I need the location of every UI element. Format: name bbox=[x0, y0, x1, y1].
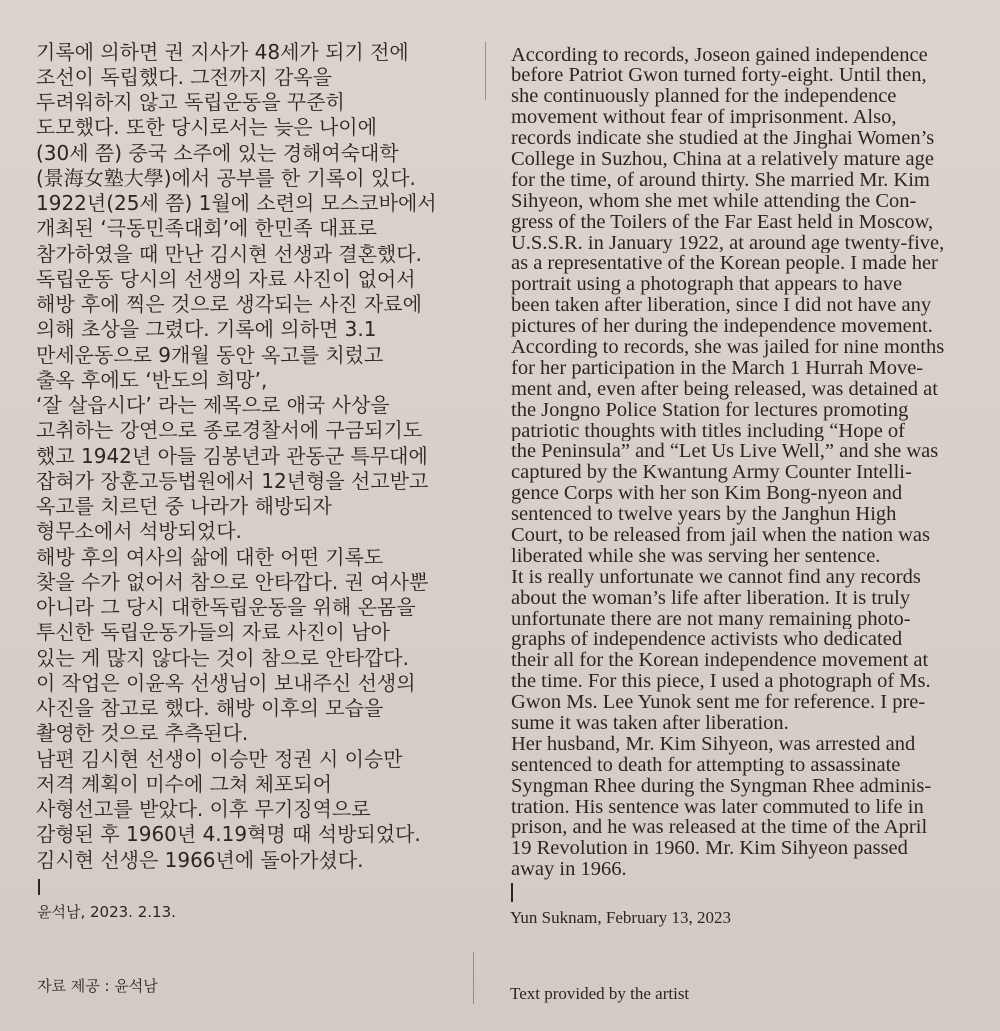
korean-text-line: 조선이 독립했다. 그전까지 감옥을 bbox=[36, 64, 332, 89]
column-divider-top bbox=[485, 42, 486, 100]
english-text-line: gress of the Toilers of the Far East held in Moscow, bbox=[511, 211, 934, 233]
english-text-line: liberated while she was serving her sentence. bbox=[511, 545, 881, 567]
english-text-line: the Jongno Police Station for lectures promoting bbox=[511, 399, 909, 421]
korean-text-line: 잡혀가 장훈고등법원에서 12년형을 선고받고 bbox=[36, 468, 429, 493]
english-text-line: pictures of her during the independence movement. bbox=[511, 316, 933, 337]
english-text-line: sume it was taken after liberation. bbox=[511, 713, 789, 734]
korean-text-line: 도모했다. 또한 당시로서는 늦은 나이에 bbox=[36, 115, 377, 140]
english-text-line: been taken after liberation, since I did not have any bbox=[511, 295, 932, 317]
english-text-line: sentenced to death for attempting to assassinate bbox=[511, 754, 901, 776]
english-text-line: about the woman’s life after liberation. It is truly bbox=[511, 587, 911, 609]
korean-text-line: 개최된 ‘극동민족대회’에 한민족 대표로 bbox=[36, 216, 377, 241]
korean-text-line: 기록에 의하면 권 지사가 48세가 되기 전에 bbox=[36, 39, 409, 64]
korean-text-column bbox=[36, 40, 476, 873]
english-text-line: the time. For this piece, I used a photograph of Ms. bbox=[511, 671, 931, 693]
english-text-line: gence Corps with her son Kim Bong-nyeon and bbox=[511, 483, 903, 505]
english-text-line: records indicate she studied at the Jinghai Women’s bbox=[511, 128, 935, 149]
english-text-line: movement without fear of imprisonment. Also, bbox=[511, 107, 897, 129]
korean-text-line: 감형된 후 1960년 4.19혁명 때 석방되었다. bbox=[36, 822, 421, 847]
korean-text-line: 만세운동으로 9개월 동안 옥고를 치렀고 bbox=[36, 342, 384, 367]
korean-text-line: 고취하는 강연으로 종로경찰서에 구금되기도 bbox=[36, 418, 423, 443]
english-text-line: as a representative of the Korean people. I made her bbox=[511, 253, 938, 275]
english-text-line: captured by the Kwantung Army Counter Intelli- bbox=[511, 462, 912, 484]
english-credit: Text provided by the artist bbox=[510, 984, 690, 1003]
korean-text-line: (30세 쯤) 중국 소주에 있는 경해여숙대학 bbox=[36, 140, 399, 165]
english-text-line: Court, to be released from jail when the nation was bbox=[511, 524, 930, 546]
english-text-line: for her participation in the March 1 Hurrah Move- bbox=[511, 357, 924, 379]
korean-text-line: 해방 후의 여사의 삶에 대한 어떤 기록도 bbox=[36, 544, 384, 569]
english-text-line: Sihyeon, whom she met while attending the Con- bbox=[511, 190, 917, 212]
korean-text-line: 의해 초상을 그렸다. 기록에 의하면 3.1 bbox=[36, 317, 377, 342]
english-text-line: graphs of independence activists who dedicated bbox=[511, 629, 903, 651]
english-text-line: According to records, Joseon gained independence bbox=[511, 44, 928, 66]
english-text-line: their all for the Korean independence movement at bbox=[511, 650, 929, 672]
english-signature-mark bbox=[511, 883, 513, 902]
korean-signature: 윤석남, 2023. 2.13. bbox=[37, 903, 176, 921]
english-text-line: ment and, even after being released, was detained at bbox=[511, 378, 938, 400]
korean-text-line: 찾을 수가 없어서 참으로 안타깝다. 권 여사뿐 bbox=[36, 569, 429, 594]
english-text-line: tration. His sentence was later commuted to life in bbox=[511, 796, 924, 818]
korean-text-line: 이 작업은 이윤옥 선생님이 보내주신 선생의 bbox=[36, 670, 416, 695]
korean-signature-mark bbox=[38, 879, 40, 895]
korean-text-line: 촬영한 것으로 추측된다. bbox=[36, 721, 249, 746]
korean-text-line: (景海女塾大學)에서 공부를 한 기록이 있다. bbox=[36, 165, 416, 190]
english-text-line: Her husband, Mr. Kim Sihyeon, was arrested and bbox=[511, 733, 916, 755]
korean-text-line: 남편 김시현 선생이 이승만 정권 시 이승만 bbox=[36, 746, 403, 771]
korean-text-line: 해방 후에 찍은 것으로 생각되는 사진 자료에 bbox=[36, 292, 422, 316]
english-text-line: 19 Revolution in 1960. Mr. Kim Sihyeon passed bbox=[511, 838, 908, 860]
korean-text-line: 사형선고를 받았다. 이후 무기징역으로 bbox=[36, 797, 371, 821]
english-text-line: she continuously planned for the independence bbox=[511, 86, 897, 108]
english-text-line: According to records, she was jailed for nine months bbox=[511, 336, 945, 358]
korean-text-line: 김시현 선생은 1966년에 돌아가셨다. bbox=[36, 847, 364, 872]
english-text-line: for the time, of around thirty. She married Mr. Kim bbox=[511, 169, 930, 191]
korean-credit: 자료 제공 : 윤석남 bbox=[37, 977, 158, 995]
english-text-line: before Patriot Gwon turned forty-eight. Until then, bbox=[511, 65, 927, 87]
korean-text-line: 옥고를 치르던 중 나라가 해방되자 bbox=[36, 494, 332, 518]
korean-text-line: 아니라 그 당시 대한독립운동을 위해 온몸을 bbox=[36, 595, 416, 619]
english-text-line: Syngman Rhee during the Syngman Rhee adminis- bbox=[511, 775, 932, 797]
korean-text-line: 두려워하지 않고 독립운동을 꾸준히 bbox=[36, 90, 345, 114]
english-text-line: unfortunate there are not many remaining photo- bbox=[511, 608, 911, 630]
korean-text-line: ‘잘 살읍시다’ 라는 제목으로 애국 사상을 bbox=[36, 393, 390, 417]
english-text-line: patriotic thoughts with titles including “Hope of bbox=[511, 420, 905, 442]
column-divider-bottom bbox=[473, 952, 474, 1004]
korean-text-line: 참가하였을 때 만난 김시현 선생과 결혼했다. bbox=[36, 241, 422, 266]
english-text-line: U.S.S.R. in January 1922, at around age twenty-five, bbox=[511, 232, 945, 254]
english-text-line: College in Suzhou, China at a relatively mature age bbox=[511, 148, 934, 170]
english-text-line: the Peninsula” and “Let Us Live Well,” and she was bbox=[511, 441, 939, 463]
korean-text-line: 출옥 후에도 ‘반도의 희망’, bbox=[36, 367, 268, 392]
korean-text-line: 저격 계획이 미수에 그쳐 체포되어 bbox=[36, 771, 332, 796]
korean-text-line: 했고 1942년 아들 김봉년과 관동군 특무대에 bbox=[36, 443, 428, 468]
english-text-line: prison, and he was released at the time of the April bbox=[511, 817, 928, 839]
korean-text-line: 투신한 독립운동가들의 자료 사진이 남아 bbox=[36, 620, 390, 645]
korean-text-line: 사진을 참고로 했다. 해방 이후의 모습을 bbox=[36, 696, 384, 720]
korean-text-line: 있는 게 많지 않다는 것이 참으로 안타깝다. bbox=[36, 645, 409, 670]
english-text-line: portrait using a photograph that appears to have bbox=[511, 274, 903, 296]
korean-text-line: 독립운동 당시의 선생의 자료 사진이 없어서 bbox=[36, 266, 416, 291]
korean-text-line: 형무소에서 석방되었다. bbox=[36, 519, 242, 544]
english-text-column bbox=[511, 45, 990, 881]
korean-text-line: 1922년(25세 쯤) 1월에 소련의 모스코바에서 bbox=[36, 191, 437, 215]
english-text-line: It is really unfortunate we cannot find any records bbox=[511, 566, 921, 588]
english-text-line: sentenced to twelve years by the Janghun High bbox=[511, 504, 897, 525]
english-text-line: Gwon Ms. Lee Yunok sent me for reference. I pre- bbox=[511, 692, 926, 713]
english-text-line: away in 1966. bbox=[511, 859, 627, 881]
english-signature: Yun Suknam, February 13, 2023 bbox=[510, 908, 731, 927]
